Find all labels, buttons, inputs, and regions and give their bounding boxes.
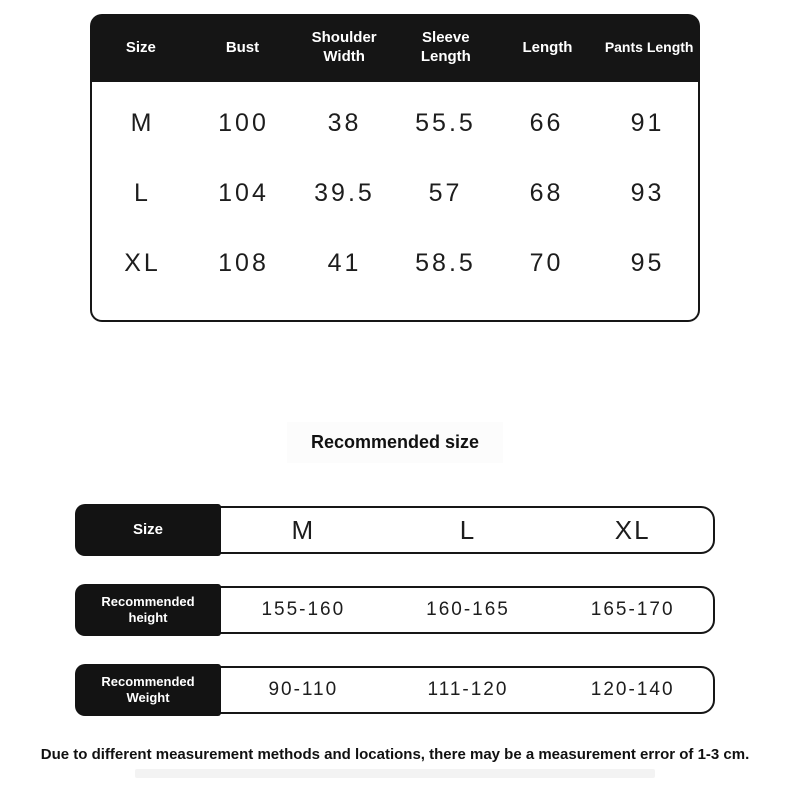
length-value: 68 xyxy=(529,178,564,207)
shoulder-width-value: 41 xyxy=(327,248,362,277)
size-option-xl: XL xyxy=(614,514,651,545)
table-row-m xyxy=(92,88,698,158)
weight-range-m: 90-110 xyxy=(268,679,339,700)
height-range-m: 155-160 xyxy=(261,599,346,620)
bust-value: 108 xyxy=(218,248,269,277)
pants-length-value: 91 xyxy=(630,108,665,137)
height-range-l: 160-165 xyxy=(426,599,510,620)
column-header-pants-length: Pants Length xyxy=(604,39,694,56)
recommended-size-heading-wrap xyxy=(0,422,790,466)
height-range-xl: 165-170 xyxy=(590,599,675,620)
row-values xyxy=(221,584,715,636)
recommended-size-heading: Recommended size xyxy=(287,422,503,463)
column-header-sleeve-length: Sleeve Length xyxy=(420,29,471,65)
column-header-length: Length xyxy=(522,38,573,56)
row-label-weight: Recommended Weight xyxy=(75,664,221,716)
table-row-xl xyxy=(92,228,698,298)
column-header-shoulder-width: Shoulder Width xyxy=(311,29,377,65)
shoulder-width-value: 38 xyxy=(327,108,362,137)
measurement-table xyxy=(90,14,700,322)
pants-length-value: 93 xyxy=(630,178,665,207)
weight-range-l: 111-120 xyxy=(427,679,509,700)
recommended-row-size xyxy=(75,504,715,556)
row-label-size: Size xyxy=(75,504,221,556)
pants-length-value: 95 xyxy=(630,248,665,277)
table-row-l xyxy=(92,158,698,228)
faint-divider xyxy=(135,769,655,778)
recommended-size-table xyxy=(75,504,715,716)
recommended-row-height xyxy=(75,584,715,636)
size-option-l: L xyxy=(459,514,477,545)
shoulder-width-value: 39.5 xyxy=(314,178,375,207)
column-header-bust: Bust xyxy=(225,38,260,56)
length-value: 66 xyxy=(529,108,564,137)
sleeve-length-value: 55.5 xyxy=(415,108,476,137)
column-header-size: Size xyxy=(125,38,156,56)
size-value: L xyxy=(134,178,151,207)
sleeve-length-value: 58.5 xyxy=(415,248,476,277)
size-value: XL xyxy=(124,248,161,277)
row-values xyxy=(221,504,715,556)
measurement-disclaimer: Due to different measurement methods and locations, there may be a measurement error of 1-3 cm. xyxy=(40,746,750,763)
row-label-height: Recommended height xyxy=(75,584,221,636)
recommended-row-weight xyxy=(75,664,715,716)
length-value: 70 xyxy=(529,248,564,277)
size-value: M xyxy=(130,108,155,137)
row-values xyxy=(221,664,715,716)
sleeve-length-value: 57 xyxy=(428,178,463,207)
bust-value: 104 xyxy=(218,178,269,207)
bust-value: 100 xyxy=(218,108,269,137)
size-option-m: M xyxy=(291,514,316,545)
measurement-table-body xyxy=(90,82,700,322)
weight-range-xl: 120-140 xyxy=(590,679,675,700)
measurement-table-header xyxy=(90,14,700,82)
